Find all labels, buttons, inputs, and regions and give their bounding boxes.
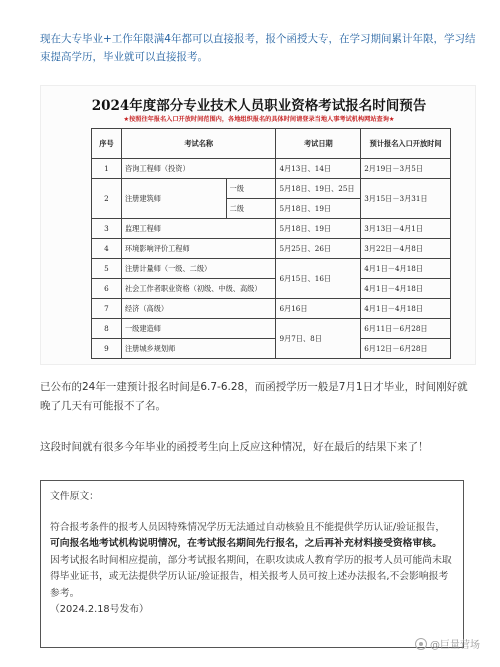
schedule-table [91,128,451,359]
table-row [92,339,451,359]
row-no: 8 [92,319,122,339]
row-reg: 3月22日－4月8日 [361,239,451,259]
row-date: 4月13日、14日 [276,159,361,179]
row-date: 5月18日、19日、25日 [276,179,361,199]
document-quote-box [40,480,464,648]
row-no: 6 [92,279,122,299]
row-date: 5月25日、26日 [276,239,361,259]
row-date: 5月18日、19日 [276,219,361,239]
row-reg: 3月13日－4月1日 [361,219,451,239]
header-date: 考试日期 [276,129,361,159]
row-name: 经济（高级） [121,299,276,319]
row-date: 5月18日、19日 [276,199,361,219]
brand-icon [415,638,427,650]
table-row [92,279,451,299]
table-row [92,299,451,319]
row-name: 社会工作者职业资格（初级、中级、高级） [121,279,276,299]
row-sub: 一级 [226,179,276,199]
row-no: 9 [92,339,122,359]
row-no: 1 [92,159,122,179]
paragraph-result: 这段时间就有很多今年毕业的函授考生向上反应这种情况，好在最后的结果下来了！ [40,441,429,453]
row-name: 环境影响评价工程师 [121,239,276,259]
header-no: 序号 [92,129,122,159]
table-row [92,159,451,179]
row-sub: 二级 [226,199,276,219]
row-reg: 4月1日－4月18日 [361,279,451,299]
schedule-table-image [40,85,476,365]
watermark-text: @巨量营场 [430,640,480,651]
row-no: 2 [92,179,122,219]
table-row [92,259,451,279]
row-name: 咨询工程师（投资） [121,159,276,179]
row-no: 7 [92,299,122,319]
row-date: 6月15日、16日 [276,259,361,299]
row-date: 6月16日 [276,299,361,319]
row-name: 注册城乡规划师 [121,339,276,359]
row-name: 监理工程师 [121,219,276,239]
table-row [92,239,451,259]
table-header-row [92,129,451,159]
row-reg: 4月1日－4月18日 [361,299,451,319]
header-reg: 预计报名入口开放时间 [361,129,451,159]
table-note: ★按照往年报名入口开放时间范围内，各地组织报名的具体时间请登录当地人事考试机构网站查询★ [123,116,395,123]
table-title: 2024年度部分专业技术人员职业资格考试报名时间预告 [91,98,427,114]
document-paragraph-2: 因考试报名时间相应提前，部分考试报名期间，在职攻读成人教育学历的报考人员可能尚未取得毕业证书，或无法提供学历认证/验证报告，相关报考人员可按上述办法报名,不会影响报考参考。 [50,554,452,599]
row-reg: 4月1日－4月18日 [361,259,451,279]
row-name: 一级建造师 [121,319,276,339]
watermark [415,636,480,651]
intro-paragraph: 现在大专毕业+工作年限满4年都可以直接报考，报个函授大专，在学习期间累计年限，学习结束提高学历，毕业就可以直接报考。 [40,33,476,63]
row-date: 9月7日、8日 [276,319,361,359]
row-reg: 6月11日－6月28日 [361,319,451,339]
header-name: 考试名称 [121,129,276,159]
row-no: 4 [92,239,122,259]
table-row [92,179,451,199]
row-no: 5 [92,259,122,279]
row-reg: 2月19日－3月5日 [361,159,451,179]
document-text: 符合报考条件的报考人员因特殊情况学历无法通过自动核验且不能提供学历认证/验证报告， [50,521,446,533]
table-row [92,219,451,239]
document-paragraph-1 [50,520,454,553]
document-date: （2024.2.18号发布） [50,604,149,615]
document-label: 文件原文： [50,491,99,502]
document-emphasis: 可向报名地考试机构说明情况，在考试报名期间先行报名，之后再补充材料接受资格审核。 [50,538,442,549]
row-name: 注册计量师（一级、二级） [121,259,276,279]
row-reg: 6月12日－6月28日 [361,339,451,359]
paragraph-registration-time: 已公布的24年一建预计报名时间是6.7-6.28，而函授学历一般是7月1日才毕业，时间刚好就晚了几天有可能报不了名。 [40,381,468,412]
row-name: 注册建筑师 [121,179,226,219]
row-no: 3 [92,219,122,239]
table-row [92,319,451,339]
row-reg: 3月15日－3月31日 [361,179,451,219]
